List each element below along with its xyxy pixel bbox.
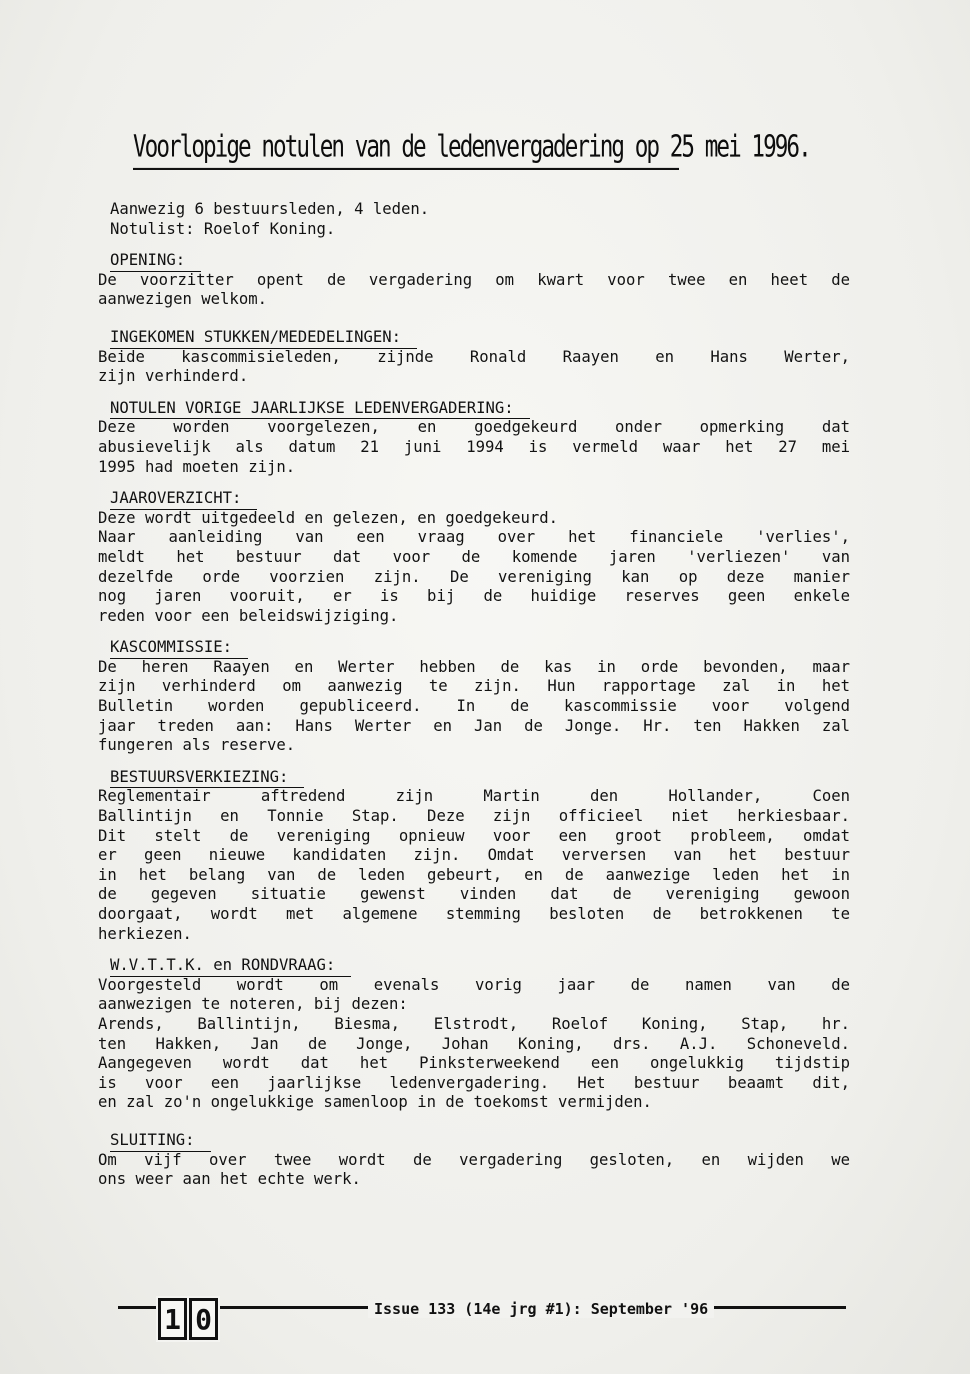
text-line: fungeren als reserve. [98,736,296,755]
text-line: Deze wordt uitgedeeld en gelezen, en goedgekeurd. [98,508,559,527]
text-line: Beide kascommisieleden, zijnde Ronald Raayen en Hans Werter, [98,347,850,366]
text-line: Reglementair aftredend zijn Martin den Hollander, Coen [98,787,850,806]
text-line: 1995 had moeten zijn. [98,457,296,476]
section-heading-opening: OPENING: [110,251,201,272]
section-heading-jaaroverzicht: JAAROVERZICHT: [110,489,257,510]
section-heading-sluiting: SLUITING: [110,1131,211,1152]
text-line: zijn verhinderd om aanwezig te zijn. Hun rapportage zal in het [98,677,850,696]
text-line: doorgaat, wordt met algemene stemming besloten de betrokkenen te [98,905,850,923]
text-line: Bulletin worden gepubliceerd. In de kascommissie voor volgend [98,697,850,716]
text-line: Om vijf over twee wordt de vergadering gesloten, en wijden we [98,1150,850,1169]
text-line: reden voor een beleidswijziging. [98,606,399,625]
notulist-line: Notulist: Roelof Koning. [110,219,336,238]
section-heading-ingekomen: INGEKOMEN STUKKEN/MEDEDELINGEN: [110,328,417,349]
text-line: De heren Raayen en Werter hebben de kas in orde bevonden, maar [98,657,850,676]
page-footer [118,1296,848,1348]
text-line: Voorgesteld wordt om evenals vorig jaar de namen van de [98,975,850,994]
text-line: zijn verhinderd. [98,367,249,386]
page-title: Voorlopige notulen van de ledenvergadering op 25 mei 1996. [133,128,679,170]
minutes-body [98,200,850,1190]
section-heading-bestuursverkiezing: BESTUURSVERKIEZING: [110,768,304,789]
text-line: ten Hakken, Jan de Jonge, Johan Koning, drs. A.J. Schoneveld. [98,1034,850,1053]
text-line: De voorzitter opent de vergadering om kwart voor twee en heet de [98,270,850,289]
text-line: Ballintijn en Tonnie Stap. Deze zijn officieel niet herkiesbaar. [98,807,850,826]
text-line: Naar aanleiding van een vraag over het financiele 'verlies', [98,528,850,547]
page-number-digit: 0 [189,1298,218,1340]
section-heading-kascommissie: KASCOMMISSIE: [110,638,248,659]
text-line: nog jaren vooruit, er is bij de huidige reserves geen enkele [98,587,850,606]
text-line: herkiezen. [98,924,192,943]
page-number-digit: 1 [158,1298,187,1340]
section-heading-notulen: NOTULEN VORIGE JAARLIJKSE LEDENVERGADERING: [110,399,530,420]
text-line: en zal zo'n ongelukkige samenloop in de toekomst vermijden. [98,1093,652,1112]
text-line: Dit stelt de vereniging opnieuw voor een groot probleem, omdat [98,826,850,845]
text-line: Deze worden voorgelezen, en goedgekeurd onder opmerking dat [98,418,850,437]
text-line: er geen nieuwe kandidaten zijn. Omdat verversen van het bestuur [98,846,850,865]
text-line: dezelfde orde voorzien zijn. De vereniging kan op deze manier [98,567,850,586]
attendance-line: Aanwezig 6 bestuursleden, 4 leden. [110,200,430,218]
text-line: de gegeven situatie gewenst vinden dat de vereniging gewoon [98,885,850,904]
text-line: meldt het bestuur dat voor de komende jaren 'verliezen' van [98,547,850,566]
text-line: jaar treden aan: Hans Werter en Jan de Jonge. Hr. ten Hakken zal [98,716,850,735]
text-line: Aangegeven wordt dat het Pinksterweekend een ongelukkig tijdstip [98,1054,850,1073]
text-line: in het belang van de leden gebeurt, en de aanwezige leden het in [98,865,850,884]
section-heading-rondvraag: W.V.T.T.K. en RONDVRAAG: [110,956,351,977]
issue-label: Issue 133 (14e jrg #1): September '96 [368,1300,714,1318]
text-line: aanwezigen te noteren, bij dezen: [98,995,408,1014]
text-line: is voor een jaarlijkse ledenvergadering. Het bestuur beaamt dit, [98,1073,850,1092]
page-number [156,1296,220,1342]
text-line: ons weer aan het echte werk. [98,1170,361,1189]
text-line: aanwezigen welkom. [98,290,267,309]
text-line: abusievelijk als datum 21 juni 1994 is vermeld waar het 27 mei [98,437,850,456]
text-line: Arends, Ballintijn, Biesma, Elstrodt, Roelof Koning, Stap, hr. [98,1014,850,1033]
